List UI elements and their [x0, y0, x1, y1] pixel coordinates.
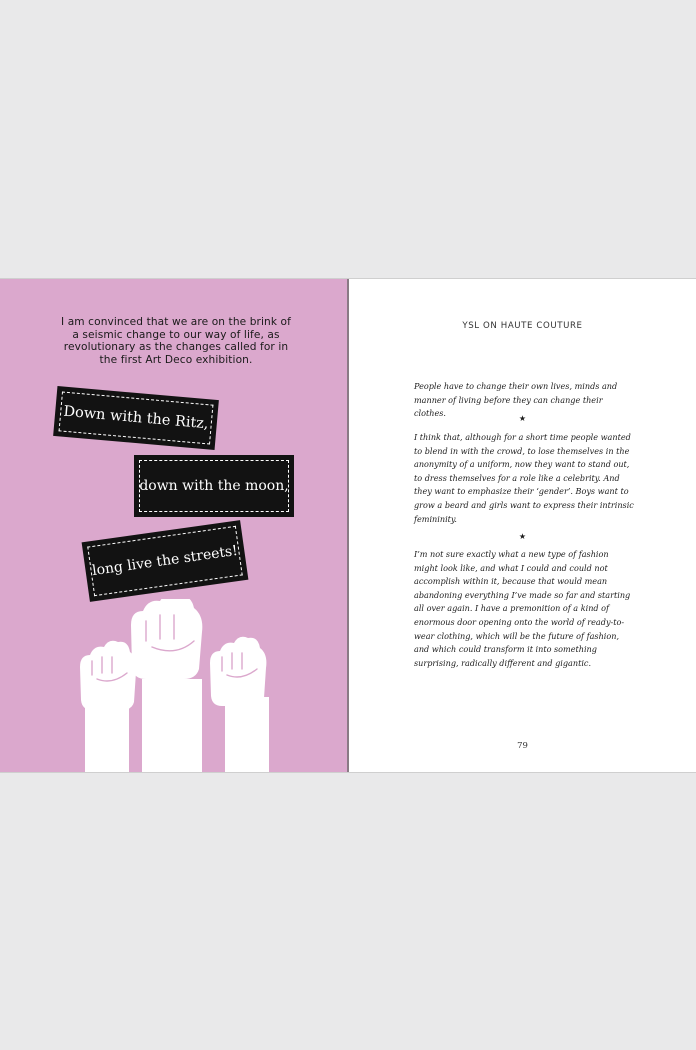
right-page — [349, 279, 696, 772]
protest-label-text: Down with the Ritz, — [62, 403, 210, 433]
paragraph-2: I think that, although for a short time people wanted to blend in with the crowd, to lose themselves in the anonymity of a uniform, now they want to stand out, to dress themselves for a role like a celebrity. And they want to emphasize their ‘gender’. Boys want to grow a beard and girls want to express their intrinsic femininity. — [414, 432, 634, 524]
raised-fists-illustration — [0, 599, 347, 772]
book-spread — [0, 278, 696, 773]
protest-label-text: long live the streets! — [91, 542, 239, 580]
paragraph-1: People have to change their own lives, minds and manner of living before they can change their clothes. — [414, 381, 618, 419]
paragraph-3: I’m not sure exactly what a new type of fashion might look like, and what I could and could not accomplish within it, because that would mean abandoning everything I’ve made so far and starting all over again. I have a premonition of a kind of enormous door opening onto the world of ready-to-wear clothing, which will be the future of fashion, and which could transform it into something surprising, radically different and gigantic. — [414, 549, 631, 668]
running-head: YSL ON HAUTE COUTURE — [462, 321, 583, 331]
right-fist-icon — [210, 637, 269, 772]
protest-label-text: down with the moon, — [139, 478, 289, 494]
star-separator-icon: ★ — [518, 532, 527, 541]
protest-label-moon — [134, 455, 294, 517]
intro-quote: I am convinced that we are on the brink of a seismic change to our way of life, as revolutionary as the changes called for in the first Art Deco exhibition. — [61, 316, 291, 366]
left-page — [0, 279, 347, 772]
protest-label-streets — [82, 520, 249, 602]
middle-fist-icon — [131, 599, 202, 772]
page-number: 79 — [517, 741, 528, 751]
protest-label-ritz — [53, 386, 219, 450]
star-separator-icon: ★ — [518, 414, 527, 423]
left-fist-icon — [80, 641, 136, 772]
